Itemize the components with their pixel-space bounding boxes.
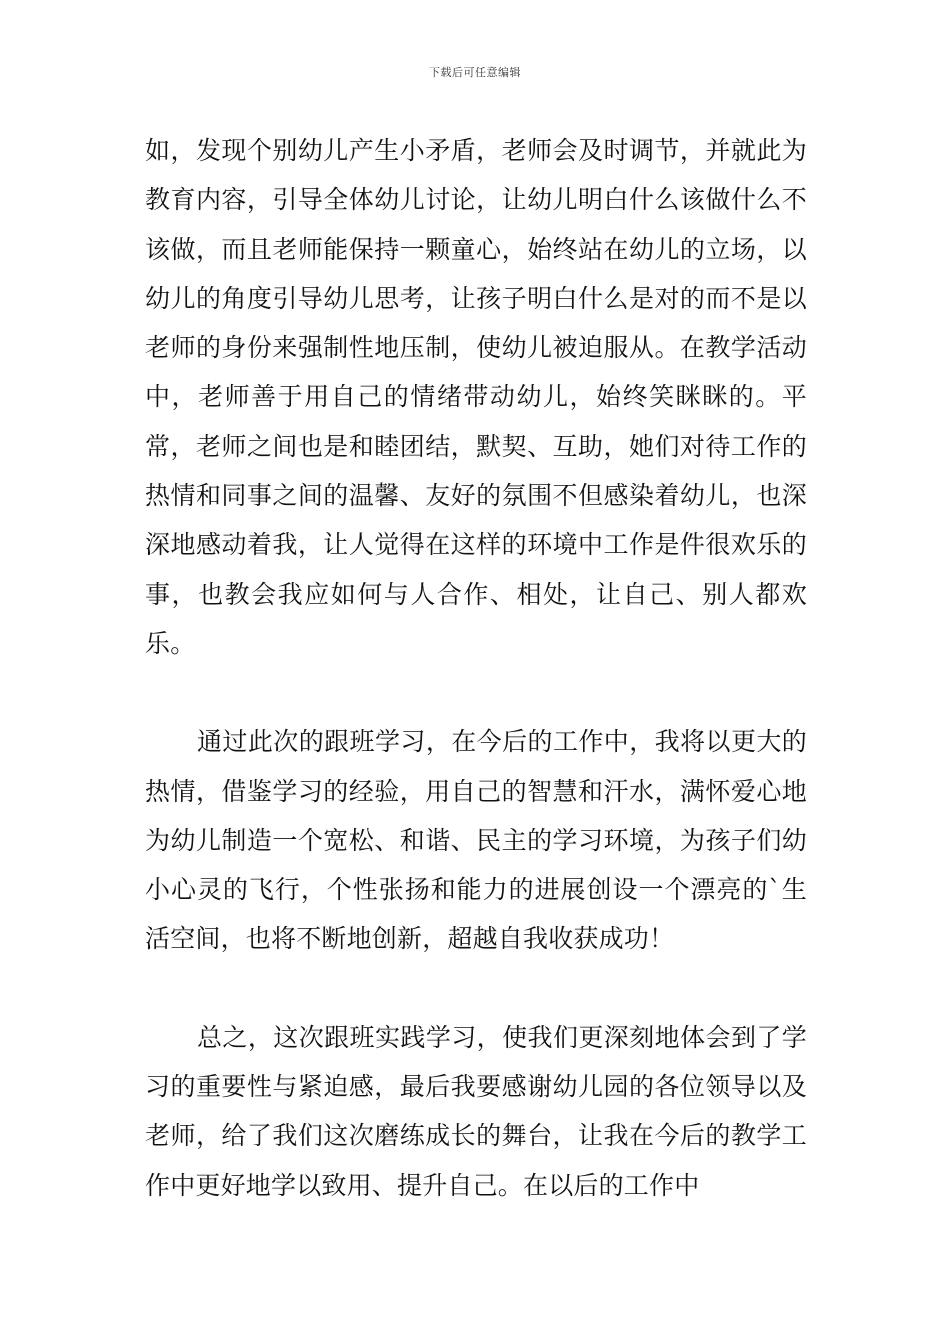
paragraph-gap xyxy=(145,668,807,717)
page-header-note: 下载后可任意编辑 xyxy=(429,66,521,79)
document-body xyxy=(145,126,807,1210)
paragraph-1: 如，发现个别幼儿产生小矛盾，老师会及时调节，并就此为教育内容，引导全体幼儿讨论，让幼儿明白什么该做什么不该做，而且老师能保持一颗童心，始终站在幼儿的立场，以幼儿的角度引导幼儿思考，让孩子明白什么是对的而不是以老师的身份来强制性地压制，使幼儿被迫服从。在教学活动中，老师善于用自己的情绪带动幼儿，始终笑眯眯的。平常，老师之间也是和睦团结，默契、互助，她们对待工作的热情和同事之间的温馨、友好的氛围不但感染着幼儿，也深深地感动着我，让人觉得在这样的环境中工作是件很欢乐的事，也教会我应如何与人合作、相处，让自己、别人都欢乐。 xyxy=(145,136,807,658)
paragraph-3: 总之，这次跟班实践学习，使我们更深刻地体会到了学习的重要性与紧迫感，最后我要感谢幼儿园的各位领导以及老师，给了我们这次磨练成长的舞台，让我在今后的教学工作中更好地学以致用、提升自己。在以后的工作中 xyxy=(145,1022,807,1200)
paragraph-2: 通过此次的跟班学习，在今后的工作中，我将以更大的热情，借鉴学习的经验，用自己的智慧和汗水，满怀爱心地为幼儿制造一个宽松、和谐、民主的学习环境，为孩子们幼小心灵的飞行，个性张扬和能力的进展创设一个漂亮的`生活空间，也将不断地创新，超越自我收获成功！ xyxy=(145,727,807,954)
paragraph-gap xyxy=(145,964,807,1013)
